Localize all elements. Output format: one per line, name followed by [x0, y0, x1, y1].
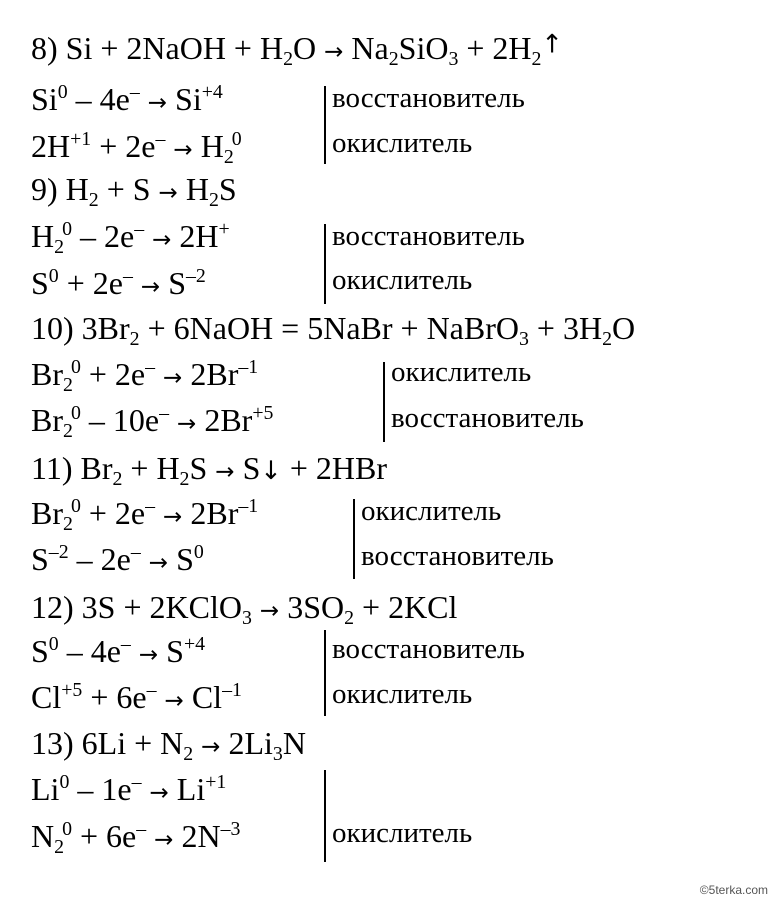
- eq-text: 3SO: [279, 589, 345, 625]
- eq-text: + 3H: [528, 310, 603, 346]
- reaction-10-equation: [31, 310, 636, 350]
- reaction-11-equation: [31, 450, 387, 490]
- reaction-12-half2: [31, 678, 242, 715]
- eq-text: 2H: [31, 128, 71, 164]
- eq-text: Cl: [31, 679, 62, 715]
- role-label: окислитель: [361, 495, 502, 527]
- eq-text: [169, 402, 177, 438]
- eq-text: Br: [31, 495, 63, 531]
- eq-text: SiO: [398, 30, 449, 66]
- eq-sup: –2: [186, 264, 206, 287]
- eq-sup: –2: [48, 540, 69, 563]
- role-label: окислитель: [332, 817, 473, 849]
- eq-text: O: [611, 310, 636, 346]
- eq-text: [155, 495, 163, 531]
- eq-sup: 0: [48, 264, 59, 287]
- eq-text: N: [31, 818, 55, 854]
- eq-sub: 2: [63, 373, 73, 396]
- eq-text: + H: [122, 450, 180, 486]
- role-label: окислитель: [391, 356, 532, 388]
- eq-text: + 2H: [458, 30, 532, 66]
- eq-text: + 2e: [80, 356, 146, 392]
- eq-text: 2N: [173, 818, 221, 854]
- reaction-13-half2: [31, 817, 241, 858]
- reaction-8-half1: [31, 80, 223, 117]
- eq-sup: –1: [238, 355, 259, 378]
- arrow-right-icon: →: [149, 780, 169, 806]
- eq-text: Li: [168, 771, 206, 807]
- arrow-right-icon: →: [158, 180, 178, 206]
- eq-text: + 6e: [82, 679, 147, 715]
- arrow-right-icon: →: [201, 734, 221, 760]
- eq-text: S: [158, 633, 184, 669]
- eq-text: Br: [31, 356, 63, 392]
- eq-sup: –: [155, 127, 166, 150]
- reaction-13-equation: [31, 725, 306, 765]
- eq-text: Na: [343, 30, 389, 66]
- eq-sub: 2: [88, 188, 99, 211]
- eq-sup: +1: [205, 770, 227, 793]
- eq-text: Li: [31, 771, 60, 807]
- eq-text: – 2e: [71, 218, 135, 254]
- eq-text: [193, 725, 201, 761]
- divider-bar: [324, 770, 326, 862]
- eq-text: 12) 3S + 2KClO: [31, 589, 242, 625]
- watermark: ©5terka.com: [699, 883, 768, 897]
- arrow-right-icon: →: [163, 365, 183, 391]
- arrow-right-icon: →: [259, 598, 280, 624]
- eq-sub: 2: [602, 327, 612, 350]
- eq-sub: 2: [283, 47, 293, 70]
- divider-bar: [324, 86, 326, 164]
- eq-text: + 2KCl: [354, 589, 458, 625]
- eq-sup: –1: [238, 494, 259, 517]
- arrow-right-icon: →: [147, 90, 168, 116]
- divider-bar: [324, 630, 326, 716]
- eq-sup: –: [120, 632, 131, 655]
- eq-sup: 0: [193, 540, 204, 563]
- eq-text: + 2e: [91, 128, 156, 164]
- eq-sub: 2: [344, 606, 355, 629]
- eq-text: 10) 3Br: [31, 310, 130, 346]
- eq-text: S: [234, 450, 261, 486]
- eq-sup: 0: [48, 632, 59, 655]
- eq-text: 2Br: [182, 356, 239, 392]
- eq-text: S: [31, 541, 49, 577]
- eq-text: Br: [31, 402, 63, 438]
- reaction-13-half1: [31, 770, 227, 807]
- eq-sub: 2: [54, 835, 65, 858]
- eq-text: S: [218, 171, 237, 207]
- eq-sub: 2: [129, 327, 140, 350]
- eq-text: 2Br: [196, 402, 253, 438]
- eq-sup: 0: [231, 127, 242, 150]
- eq-text: 8) Si + 2NaOH + H: [31, 30, 284, 66]
- eq-text: 11) Br: [31, 450, 113, 486]
- eq-sub: 2: [63, 419, 73, 442]
- eq-text: [157, 679, 165, 715]
- reaction-10-half1: [31, 355, 259, 396]
- eq-sub: 3: [241, 606, 252, 629]
- eq-sup: –3: [220, 817, 241, 840]
- eq-text: – 10e: [80, 402, 160, 438]
- role-label: восстановитель: [332, 220, 525, 252]
- arrow-right-icon: →: [164, 688, 184, 714]
- eq-sup: +1: [70, 127, 92, 150]
- eq-text: S: [189, 450, 216, 486]
- arrow-right-icon: →: [324, 39, 344, 65]
- arrow-right-icon: →: [138, 642, 159, 668]
- eq-sub: 2: [208, 188, 219, 211]
- eq-sub: 2: [531, 47, 542, 70]
- eq-text: [133, 265, 141, 301]
- arrow-right-icon: →: [148, 550, 169, 576]
- reaction-9-half1: [31, 217, 230, 258]
- arrow-right-icon: →: [154, 827, 174, 853]
- gas-up-arrow-icon: ↑: [541, 29, 563, 60]
- eq-text: S: [31, 265, 49, 301]
- eq-sub: 2: [179, 467, 190, 490]
- eq-sup: –: [159, 401, 169, 424]
- eq-sup: 0: [70, 355, 81, 378]
- eq-text: + 2e: [58, 265, 123, 301]
- eq-sub: 2: [54, 235, 65, 258]
- eq-sup: 0: [70, 494, 81, 517]
- eq-text: + 6e: [71, 818, 137, 854]
- arrow-right-icon: →: [163, 504, 183, 530]
- role-label: восстановитель: [332, 82, 525, 114]
- reaction-11-half2: [31, 540, 204, 577]
- eq-sub: 2: [112, 467, 123, 490]
- reaction-12-half1: [31, 632, 206, 669]
- eq-text: 2H: [171, 218, 219, 254]
- reaction-8-half2: [31, 127, 242, 168]
- role-label: окислитель: [332, 264, 473, 296]
- role-label: окислитель: [332, 678, 473, 710]
- eq-text: S: [168, 541, 194, 577]
- eq-sup: –: [130, 540, 141, 563]
- eq-sup: +5: [61, 678, 83, 701]
- eq-text: H: [192, 128, 224, 164]
- eq-text: [146, 818, 154, 854]
- eq-sup: 0: [70, 401, 81, 424]
- eq-text: + 6NaOH = 5NaBr + NaBrO: [139, 310, 519, 346]
- reaction-9-half2: [31, 264, 206, 301]
- reaction-11-half1: [31, 494, 259, 535]
- eq-sup: –: [146, 678, 157, 701]
- eq-sup: –: [122, 264, 133, 287]
- eq-sup: +: [218, 217, 230, 240]
- eq-text: H: [31, 218, 55, 254]
- eq-text: O: [293, 30, 325, 66]
- eq-text: S: [160, 265, 186, 301]
- eq-text: – 4e: [58, 633, 121, 669]
- eq-text: + S: [98, 171, 159, 207]
- role-label: восстановитель: [332, 633, 525, 665]
- precipitate-down-arrow-icon: ↓: [260, 456, 282, 486]
- eq-text: [131, 633, 139, 669]
- reaction-9-equation: [31, 171, 237, 211]
- eq-text: S: [31, 633, 49, 669]
- eq-text: 13) 6Li + N: [31, 725, 184, 761]
- eq-text: N: [282, 725, 306, 761]
- eq-sub: 3: [448, 47, 459, 70]
- eq-sub: 2: [63, 512, 73, 535]
- eq-sup: 0: [57, 80, 68, 103]
- eq-sup: –: [145, 355, 156, 378]
- role-label: восстановитель: [361, 540, 554, 572]
- eq-text: – 4e: [67, 81, 130, 117]
- arrow-right-icon: →: [173, 137, 193, 163]
- arrow-right-icon: →: [177, 411, 197, 437]
- reaction-10-half2: [31, 401, 274, 442]
- eq-sub: 2: [223, 145, 234, 168]
- eq-text: [141, 541, 149, 577]
- eq-sup: –1: [222, 678, 242, 701]
- eq-sub: 3: [272, 742, 283, 765]
- eq-sup: 0: [59, 770, 70, 793]
- arrow-right-icon: →: [140, 274, 161, 300]
- eq-text: H: [177, 171, 209, 207]
- arrow-right-icon: →: [215, 459, 235, 485]
- eq-sup: –: [145, 494, 156, 517]
- eq-text: – 2e: [68, 541, 131, 577]
- eq-text: Si: [167, 81, 202, 117]
- eq-sup: –: [129, 80, 140, 103]
- eq-sup: 0: [62, 217, 72, 240]
- role-label: восстановитель: [391, 402, 584, 434]
- eq-text: [252, 589, 260, 625]
- eq-sup: –: [131, 770, 142, 793]
- divider-bar: [324, 224, 326, 304]
- eq-sub: 2: [388, 47, 399, 70]
- arrow-right-icon: →: [152, 227, 172, 253]
- eq-sup: –: [136, 817, 147, 840]
- eq-text: – 1e: [69, 771, 132, 807]
- eq-text: 9) H: [31, 171, 89, 207]
- eq-sup: +4: [183, 632, 206, 655]
- eq-text: [140, 81, 148, 117]
- eq-sup: –: [134, 217, 145, 240]
- eq-text: + 2e: [80, 495, 146, 531]
- eq-text: 2Br: [182, 495, 239, 531]
- divider-bar: [383, 362, 385, 442]
- eq-sup: +5: [252, 401, 274, 424]
- eq-sub: 3: [518, 327, 529, 350]
- eq-text: Cl: [183, 679, 223, 715]
- eq-sup: 0: [62, 817, 72, 840]
- eq-sup: +4: [201, 80, 223, 103]
- divider-bar: [353, 499, 355, 579]
- eq-text: [144, 218, 152, 254]
- eq-text: + 2HBr: [281, 450, 387, 486]
- eq-text: [155, 356, 163, 392]
- reaction-8-equation: [31, 29, 563, 70]
- role-label: окислитель: [332, 127, 473, 159]
- eq-sub: 2: [183, 742, 194, 765]
- eq-text: Si: [31, 81, 58, 117]
- reaction-12-equation: [31, 589, 458, 629]
- eq-text: 2Li: [220, 725, 273, 761]
